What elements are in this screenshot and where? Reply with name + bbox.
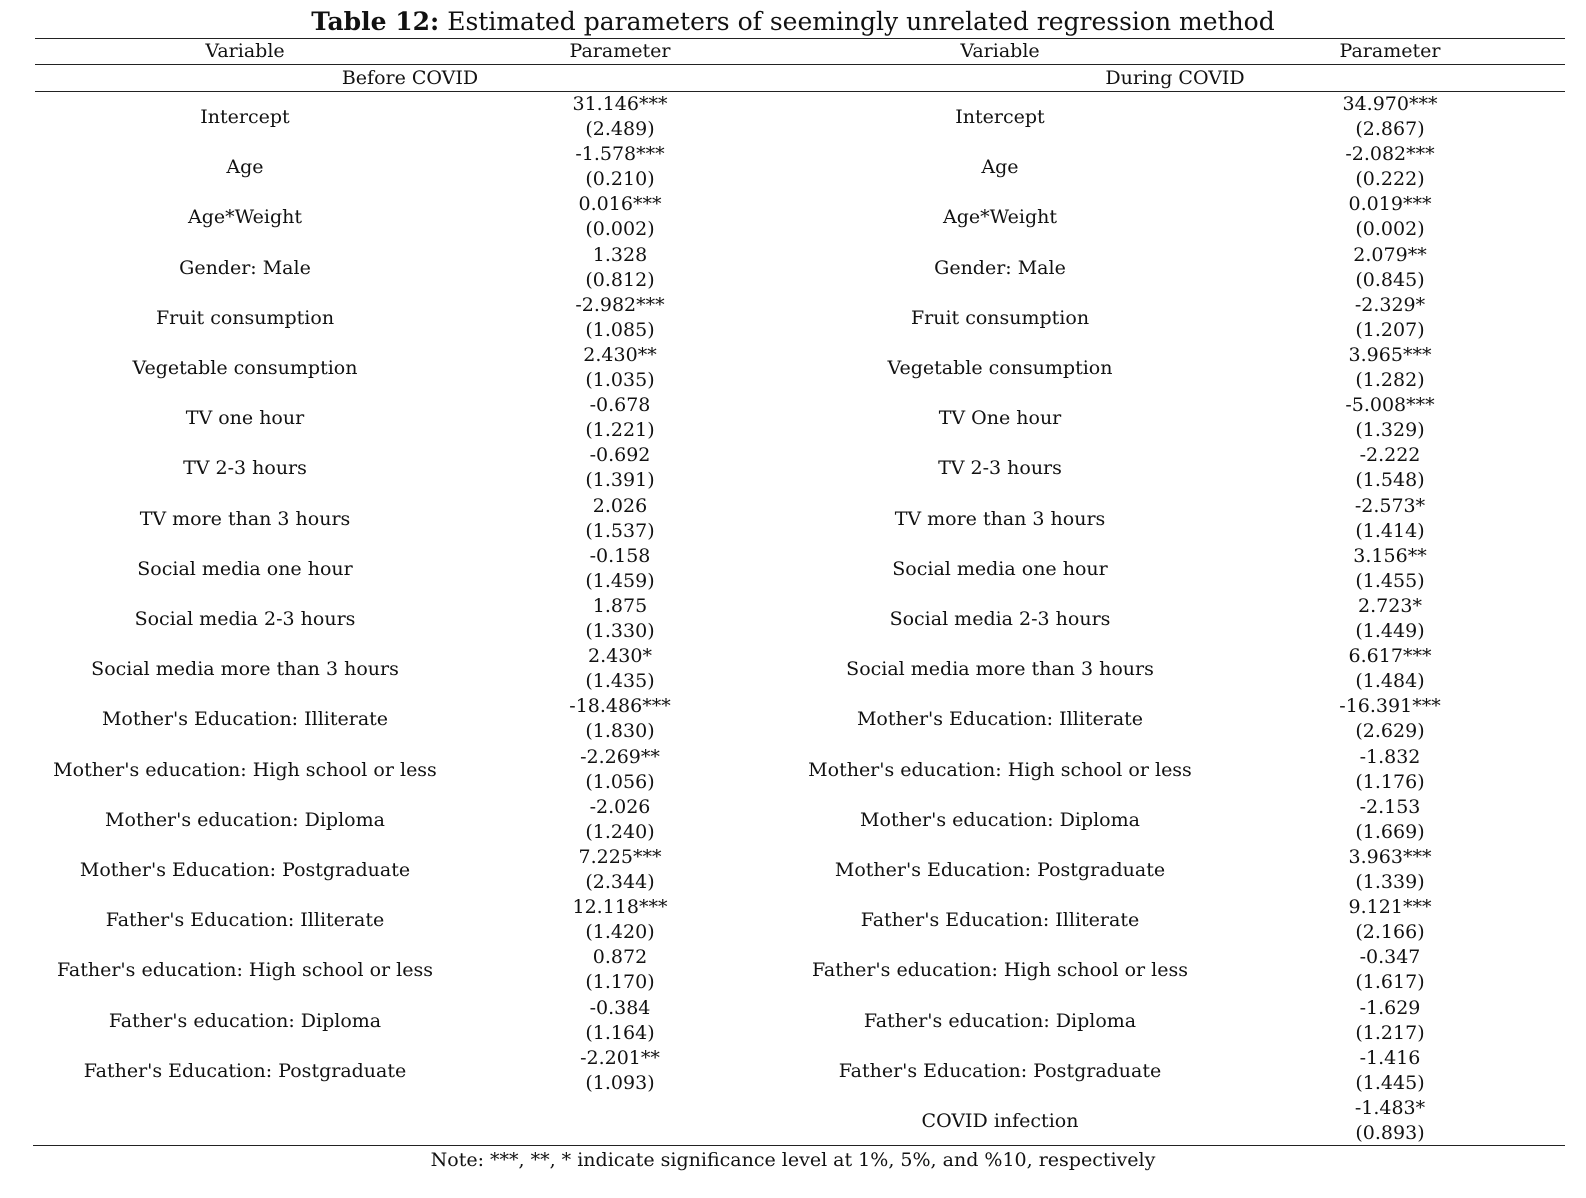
std-error-right: (1.669) bbox=[1355, 820, 1425, 843]
std-error-left: (2.489) bbox=[585, 118, 655, 140]
std-error-right: (0.222) bbox=[1355, 168, 1425, 191]
estimate-right: 2.079** bbox=[1353, 243, 1427, 266]
std-error-left: (2.344) bbox=[585, 871, 655, 893]
variable-left: Father's Education: Illiterate bbox=[105, 909, 385, 932]
variable-left: Age bbox=[226, 156, 264, 179]
estimate-left: 12.118*** bbox=[572, 896, 668, 919]
table-row bbox=[0, 1046, 1586, 1096]
std-error-left: (1.085) bbox=[585, 318, 655, 341]
estimate-right: 2.723* bbox=[1358, 595, 1422, 617]
header-variable-left: Variable bbox=[205, 40, 285, 62]
std-error-left: (1.164) bbox=[585, 1021, 655, 1044]
table-row bbox=[0, 544, 1586, 594]
table-row bbox=[0, 845, 1586, 895]
std-error-left: (1.537) bbox=[585, 519, 655, 542]
estimate-left: -2.026 bbox=[589, 795, 651, 818]
std-error-left: (1.056) bbox=[585, 770, 655, 793]
table-row bbox=[0, 745, 1586, 795]
std-error-right: (1.484) bbox=[1355, 670, 1425, 693]
variable-left: TV one hour bbox=[185, 407, 305, 430]
table-row bbox=[0, 192, 1586, 242]
std-error-left: (1.170) bbox=[585, 971, 655, 994]
estimate-right: -2.082*** bbox=[1345, 143, 1435, 166]
header-variable-right: Variable bbox=[960, 40, 1040, 62]
estimate-left: -2.201** bbox=[580, 1046, 660, 1069]
variable-right: Mother's Education: Postgraduate bbox=[834, 859, 1166, 881]
variable-right: Father's education: High school or less bbox=[812, 959, 1188, 982]
variable-left: TV 2-3 hours bbox=[183, 457, 307, 480]
std-error-right: (1.282) bbox=[1355, 369, 1425, 391]
variable-left: Father's education: High school or less bbox=[57, 959, 433, 982]
estimate-right: -5.008*** bbox=[1345, 394, 1435, 417]
std-error-left: (1.830) bbox=[585, 720, 655, 743]
estimate-left: 2.430** bbox=[583, 344, 657, 366]
estimate-right: -2.222 bbox=[1359, 444, 1421, 467]
variable-left: Social media one hour bbox=[137, 557, 353, 580]
variable-right: Mother's education: High school or less bbox=[808, 758, 1192, 781]
std-error-right: (1.414) bbox=[1355, 519, 1425, 542]
estimate-left: -0.692 bbox=[589, 444, 651, 467]
estimate-left: -0.678 bbox=[589, 394, 651, 417]
variable-left: Mother's Education: Illiterate bbox=[101, 708, 389, 731]
estimate-left: -2.982*** bbox=[575, 293, 665, 316]
estimate-right: 3.156** bbox=[1353, 544, 1427, 567]
std-error-left: (0.812) bbox=[585, 268, 655, 291]
table-row bbox=[0, 1096, 1586, 1146]
std-error-left: (1.221) bbox=[585, 419, 655, 442]
variable-left: Father's Education: Postgraduate bbox=[83, 1059, 407, 1082]
variable-left bbox=[35, 1096, 455, 1146]
estimate-right: 34.970*** bbox=[1342, 93, 1438, 115]
std-error-left: (1.035) bbox=[585, 369, 655, 391]
estimate-right: -0.347 bbox=[1359, 946, 1421, 969]
variable-left: TV more than 3 hours bbox=[139, 507, 351, 530]
estimate-right: 3.965*** bbox=[1348, 344, 1432, 366]
estimate-right: -2.153 bbox=[1359, 795, 1421, 818]
estimate-left: 0.016*** bbox=[578, 193, 662, 216]
variable-right: Social media more than 3 hours bbox=[846, 658, 1154, 681]
estimate-right: 0.019*** bbox=[1348, 193, 1432, 216]
std-error-left: (1.459) bbox=[585, 569, 655, 592]
variable-left: Mother's education: Diploma bbox=[105, 808, 385, 831]
std-error-left: (0.002) bbox=[585, 218, 655, 241]
std-error-left: (0.210) bbox=[585, 168, 655, 191]
variable-right: Father's Education: Postgraduate bbox=[838, 1059, 1162, 1082]
variable-right: Gender: Male bbox=[934, 256, 1066, 279]
table-row bbox=[0, 243, 1586, 293]
std-error-right: (0.893) bbox=[1355, 1122, 1425, 1144]
std-error-left: (1.420) bbox=[585, 921, 655, 944]
variable-right: TV One hour bbox=[938, 407, 1062, 430]
estimate-right: 6.617*** bbox=[1348, 645, 1432, 668]
table-row bbox=[0, 92, 1586, 142]
std-error-right: (1.445) bbox=[1355, 1071, 1425, 1094]
std-error-right: (2.166) bbox=[1355, 921, 1425, 944]
variable-left: Social media 2-3 hours bbox=[134, 608, 356, 630]
std-error-left: (1.093) bbox=[585, 1071, 655, 1094]
variable-right: TV more than 3 hours bbox=[894, 507, 1106, 530]
variable-left: Intercept bbox=[200, 106, 290, 128]
estimate-left: 1.875 bbox=[592, 595, 648, 617]
table-row bbox=[0, 644, 1586, 694]
std-error-right: (1.455) bbox=[1355, 569, 1425, 592]
std-error-right: (1.449) bbox=[1355, 620, 1425, 642]
std-error-right: (1.617) bbox=[1355, 971, 1425, 994]
estimate-right: 9.121*** bbox=[1348, 896, 1432, 919]
estimate-left: -0.384 bbox=[589, 996, 651, 1019]
variable-left: Social media more than 3 hours bbox=[91, 658, 399, 681]
variable-left: Gender: Male bbox=[179, 256, 311, 279]
variable-right: Social media 2-3 hours bbox=[889, 608, 1111, 630]
variable-right: TV 2-3 hours bbox=[938, 457, 1062, 480]
variable-left: Mother's education: High school or less bbox=[53, 758, 437, 781]
table-row bbox=[0, 594, 1586, 644]
variable-right: Father's Education: Illiterate bbox=[860, 909, 1140, 932]
table-row bbox=[0, 293, 1586, 343]
estimate-left: -0.158 bbox=[589, 544, 651, 567]
bottom-rule bbox=[33, 1145, 1565, 1146]
table-row bbox=[0, 895, 1586, 945]
estimate-right: -1.483* bbox=[1354, 1097, 1426, 1119]
variable-right: Fruit consumption bbox=[910, 306, 1090, 329]
variable-left: Age*Weight bbox=[188, 206, 302, 229]
header-parameter-right: Parameter bbox=[1339, 40, 1441, 62]
table-title bbox=[0, 6, 1586, 38]
table-row bbox=[0, 996, 1586, 1046]
std-error-left: (1.391) bbox=[585, 469, 655, 492]
variable-left: Father's education: Diploma bbox=[108, 1009, 382, 1032]
table-note: Note: ***, **, * indicate significance level at 1%, 5%, and %10, respectively bbox=[430, 1149, 1156, 1171]
header-parameter-left: Parameter bbox=[569, 40, 671, 62]
variable-right: Age*Weight bbox=[943, 206, 1057, 229]
estimate-right: -1.416 bbox=[1359, 1046, 1421, 1069]
estimate-right: -1.832 bbox=[1359, 745, 1421, 768]
estimate-left: 7.225*** bbox=[578, 846, 662, 868]
std-error-right: (1.339) bbox=[1355, 871, 1425, 893]
std-error-right: (0.845) bbox=[1355, 268, 1425, 291]
std-error-right: (0.002) bbox=[1355, 218, 1425, 241]
table-row bbox=[0, 494, 1586, 544]
estimate-left: 31.146*** bbox=[572, 93, 668, 115]
estimate-right: -16.391*** bbox=[1339, 695, 1441, 718]
table-row bbox=[0, 343, 1586, 393]
table-row bbox=[0, 795, 1586, 845]
table-row bbox=[0, 443, 1586, 493]
table-row bbox=[0, 945, 1586, 995]
std-error-right: (1.329) bbox=[1355, 419, 1425, 442]
estimate-left: 2.430* bbox=[588, 645, 652, 668]
variable-right: Father's education: Diploma bbox=[863, 1009, 1137, 1032]
std-error-right: (2.867) bbox=[1355, 118, 1425, 140]
estimate-right: -2.329* bbox=[1354, 293, 1426, 316]
variable-right: COVID infection bbox=[921, 1110, 1079, 1132]
estimate-left: 1.328 bbox=[592, 243, 648, 266]
std-error-right: (1.207) bbox=[1355, 318, 1425, 341]
table-caption: Estimated parameters of seemingly unrelated regression method bbox=[439, 7, 1275, 36]
estimate-left: 2.026 bbox=[592, 494, 648, 517]
variable-left: Vegetable consumption bbox=[132, 357, 358, 379]
std-error-right: (1.217) bbox=[1355, 1021, 1425, 1044]
estimate-right: 3.963*** bbox=[1348, 846, 1432, 868]
variable-left: Fruit consumption bbox=[155, 306, 335, 329]
estimate-left: 0.872 bbox=[592, 946, 648, 969]
variable-right: Mother's Education: Illiterate bbox=[856, 708, 1144, 731]
std-error-right: (1.176) bbox=[1355, 770, 1425, 793]
table-number: Table 12: bbox=[311, 7, 440, 36]
estimate-right: -2.573* bbox=[1354, 494, 1426, 517]
estimate-left: -1.578*** bbox=[575, 143, 665, 166]
estimate-left: -2.269** bbox=[580, 745, 660, 768]
table-row bbox=[0, 393, 1586, 443]
std-error-right: (1.548) bbox=[1355, 469, 1425, 492]
variable-right: Age bbox=[981, 156, 1019, 179]
group-before-covid: Before COVID bbox=[341, 67, 479, 89]
std-error-left: (1.435) bbox=[585, 670, 655, 693]
variable-right: Social media one hour bbox=[892, 557, 1108, 580]
estimate-left: -18.486*** bbox=[569, 695, 671, 718]
variable-right: Intercept bbox=[955, 106, 1045, 128]
std-error-right: (2.629) bbox=[1355, 720, 1425, 743]
std-error-left: (1.240) bbox=[585, 820, 655, 843]
table-row bbox=[0, 694, 1586, 744]
variable-right: Vegetable consumption bbox=[887, 357, 1113, 379]
table-row bbox=[0, 142, 1586, 192]
variable-right: Mother's education: Diploma bbox=[860, 808, 1140, 831]
std-error-left: (1.330) bbox=[585, 620, 655, 642]
group-during-covid: During COVID bbox=[1105, 67, 1245, 89]
variable-left: Mother's Education: Postgraduate bbox=[79, 859, 411, 881]
table-body bbox=[0, 92, 1586, 1148]
estimate-right: -1.629 bbox=[1359, 996, 1421, 1019]
